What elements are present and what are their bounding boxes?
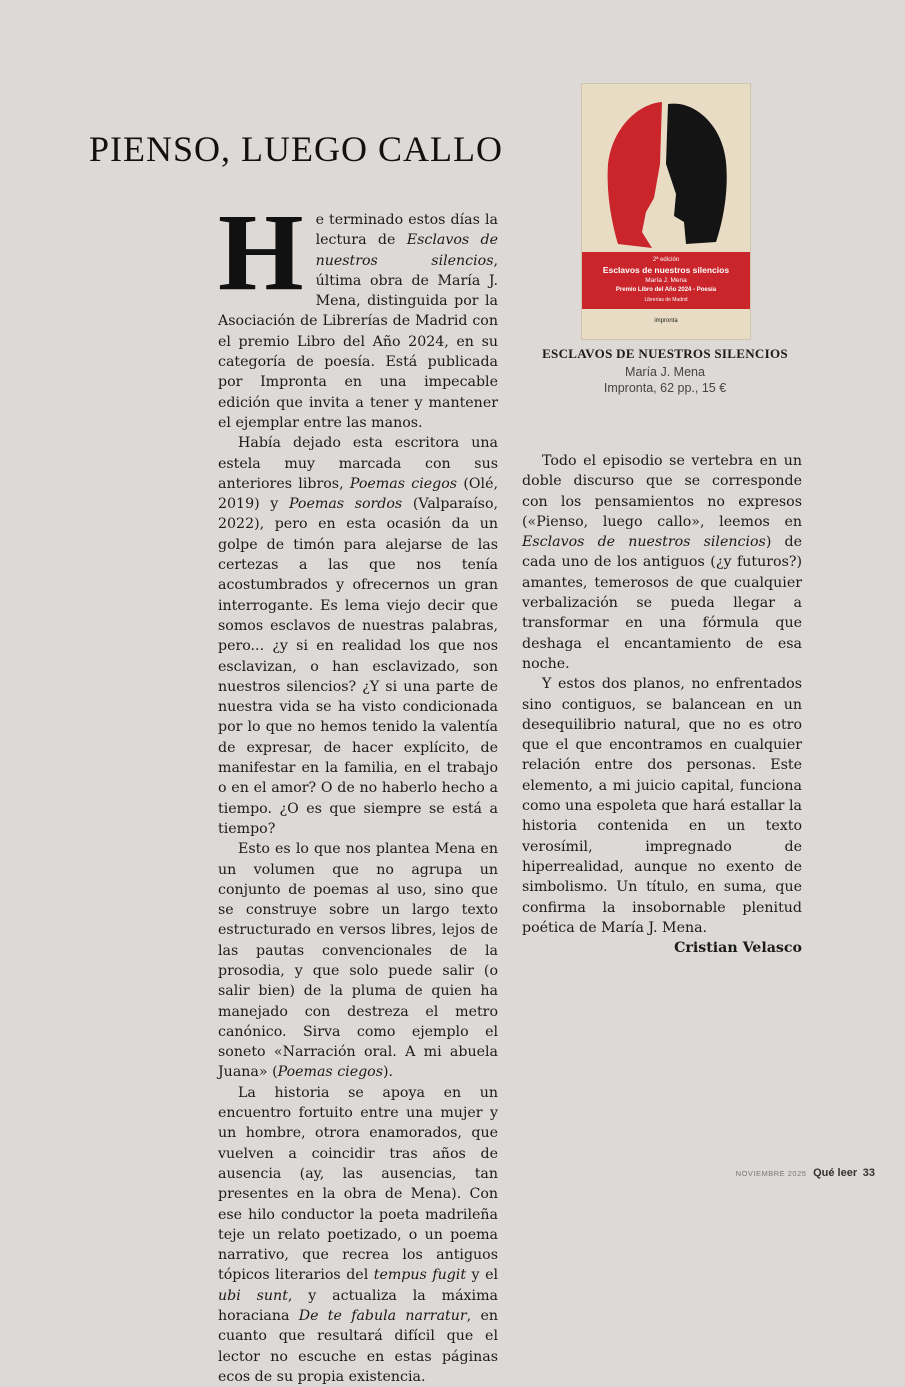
cover-author: María J. Mena: [645, 277, 687, 284]
book-caption-title: ESCLAVOS DE NUESTROS SILENCIOS: [542, 346, 788, 361]
article-left-column: [218, 191, 499, 1387]
article-right-column: [522, 451, 802, 958]
cover-black-shape: [666, 104, 727, 244]
author-signature: Cristian Velasco: [674, 940, 802, 957]
page-footer: [736, 1167, 875, 1179]
paragraph-2: Había dejado esta escritora una estela muy marcada con sus anteriores libros, Poemas ciegos (Olé, 2019) y Poemas sordos (Valparaíso, 2022), pero en esta ocasión da un golpe de timón para alejarse de las certezas a las que nos tenía acostumbrados y ofrecernos un gran interrogante. Es lema viejo decir que somos esclavos de nuestras palabras, pero... ¿y si en realidad los que nos esclavizan, o han esclavizado, son nuestros silencios? ¿Y si una parte de nuestra vida se ha visto condicionada por lo que no hemos tenido la valentía de expresar, de hacer explícito, de manifestar en la familia, en el trabajo o en el amor? O de no haberlo hecho a tiempo. ¿O es que siempre se está a tiempo?: [218, 435, 498, 837]
paragraph-6: Y estos dos planos, no enfrentados sino contiguos, se balancean en un desequilibrio natural, que no es otro que el que encontramos en cualquier relación entre dos personas. Este elemento, a mi juicio capital, funciona como una espoleta que hará estallar la historia contenida en un texto verosímil, impregnado de hiperrealidad, aunque no exento de simbolismo. Un título, en suma, que confirma la insobornable plenitud poética de María J. Mena.: [522, 676, 802, 936]
cover-edition: 2ª edición: [652, 257, 680, 263]
cover-title: Esclavos de nuestros silencios: [602, 265, 730, 275]
book-caption-publisher: Impronta, 62 pp., 15 €: [603, 381, 727, 395]
page-number: 33: [862, 1167, 875, 1179]
cover-red-shape: [608, 102, 662, 248]
paragraph-5: Todo el episodio se vertebra en un doble discurso que se corresponde con los pensamientos no expresos («Pienso, luego callo», leemos en Esclavos de nuestros silencios) de cada uno de los antiguos (¿y futuros?) amantes, temerosos de que cualquier verbalización se pueda llegar a transformar en una fórmula que deshaga el encantamiento de esa noche.: [522, 453, 802, 672]
paragraph-3: Esto es lo que nos plantea Mena en un volumen que no agrupa un conjunto de poemas al uso, sino que se construye sobre un largo texto estructurado en versos libres, lejos de las pautas convencionales de la prosodia, y que solo puede salir (o salir bien) de la pluma de quien ha manejado con destreza el metro canónico. Sirva como ejemplo el soneto «Narración oral. A mi abuela Juana» (Poemas ciegos).: [218, 841, 498, 1081]
book-caption-author: María J. Mena: [625, 365, 705, 379]
magazine-logo: Qué leer: [813, 1167, 858, 1179]
cover-award: Premio Libro del Año 2024 - Poesía: [615, 287, 717, 293]
book-cover: [581, 83, 751, 340]
footer-issue-date: NOVIEMBRE 2025: [735, 1169, 807, 1178]
paragraph-1: He terminado estos días la lectura de Esclavos de nuestros silencios, última obra de María J. Mena, distinguida por la Asociación de Librerías de Madrid con el premio Libro del Año 2024, en su categoría de poesía. Está publicada por Impronta en una impecable edición que invita a tener y mantener el ejemplar entre las manos.: [218, 191, 498, 431]
drop-cap: H: [218, 191, 304, 313]
cover-art-image: [582, 84, 750, 252]
cover-small-text: Librerías de Madrid: [644, 297, 688, 303]
page-title: PIENSO, LUEGO CALLO: [89, 129, 503, 169]
cover-publisher-logo: impronta: [654, 318, 678, 324]
paragraph-4: La historia se apoya en un encuentro fortuito entre una mujer y un hombre, otrora enamorados, que vuelven a coincidir tras años de ausencia (ay, las ausencias, tan presentes en la obra de Mena). Con ese hilo conductor la poeta madrileña teje un relato poetizado, o un poema narrativo, que recrea los antiguos tópicos literarios del tempus fugit y el ubi sunt, y actualiza la máxima horaciana De te fabula narratur, en cuanto que resultará difícil que el lector no escuche en estas páginas ecos de su propia existencia.: [218, 1084, 499, 1385]
